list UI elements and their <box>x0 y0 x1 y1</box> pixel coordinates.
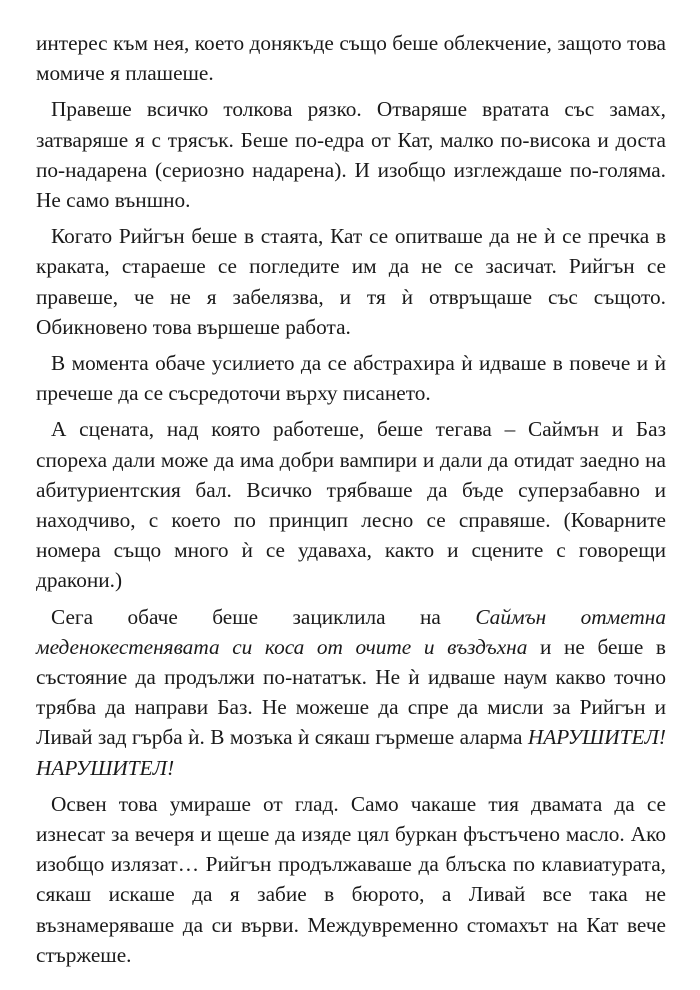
paragraph-7 <box>36 789 666 970</box>
paragraph-5 <box>36 414 666 595</box>
paragraph-7-text: Освен това умираше от глад. Само чакаше тия двамата да се изнесат за вечеря и щеше да изяде цял буркан фъстъчено масло. Ако изобщо излязат… Рийгън продължаваше да блъска по клавиатурата, сякаш искаше да я забие в бюрото, а Ливай все така не възнамеряваше да си върви. Междувременно стомахът на Кат вече стържеше. <box>36 791 666 967</box>
paragraph-3 <box>36 221 666 342</box>
paragraph-2-text: Правеше всичко толкова рязко. Отваряше вратата със замах, затваряше я с трясък. Беше по-едра от Кат, малко по-висока и доста по-надарена (сериозно надарена). И изобщо изглеждаше по-голяма. Не само външно. <box>36 97 666 213</box>
paragraph-5-text: А сцената, над която работеше, беше тегава – Саймън и Баз спореха дали може да има добри вампири и дали да отидат заедно на абитуриентския бал. Всичко трябваше да бъде суперзабавно и находчиво, с което по принцип лесно се справяше. (Коварните номера също много ѝ се удаваха, както и сцените с говорещи дракони.) <box>36 417 666 593</box>
paragraph-1-text: интерес към нея, което донякъде също беше облекчение, защото това момиче я плашеше. <box>36 31 666 86</box>
paragraph-6-text-continued: и не беше в състояние да продължи по-нататък. Не ѝ идваше наум какво точно трябва да направи Баз. Не можеше да спре да мисли за Рийгън и Ливай зад гърба ѝ. В мозъка ѝ сякаш гърмеше аларма <box>36 634 666 750</box>
paragraph-1 <box>36 28 666 88</box>
paragraph-2 <box>36 94 666 215</box>
paragraph-4 <box>36 348 666 408</box>
paragraph-6 <box>36 602 666 783</box>
paragraph-6-text: Сега обаче беше зациклила на <box>51 604 476 629</box>
paragraph-4-text: В момента обаче усилието да се абстрахира ѝ идваше в повече и ѝ пречеше да се съсредоточи върху писането. <box>36 351 666 406</box>
document-page <box>36 28 666 976</box>
paragraph-6-alarm-italic: НАРУШИТЕЛ! НАРУШИТЕЛ! <box>36 725 666 780</box>
paragraph-3-text: Когато Рийгън беше в стаята, Кат се опитваше да не ѝ се пречка в краката, стараеше се погледите им да не се засичат. Рийгън се правеше, че не я забелязва, и тя ѝ отвръщаше със същото. Обикновено това вършеше работа. <box>36 224 666 339</box>
paragraph-6-italic-phrase: Саймън отметна меденокестенявата си коса от очите и въздъхна <box>36 604 666 659</box>
